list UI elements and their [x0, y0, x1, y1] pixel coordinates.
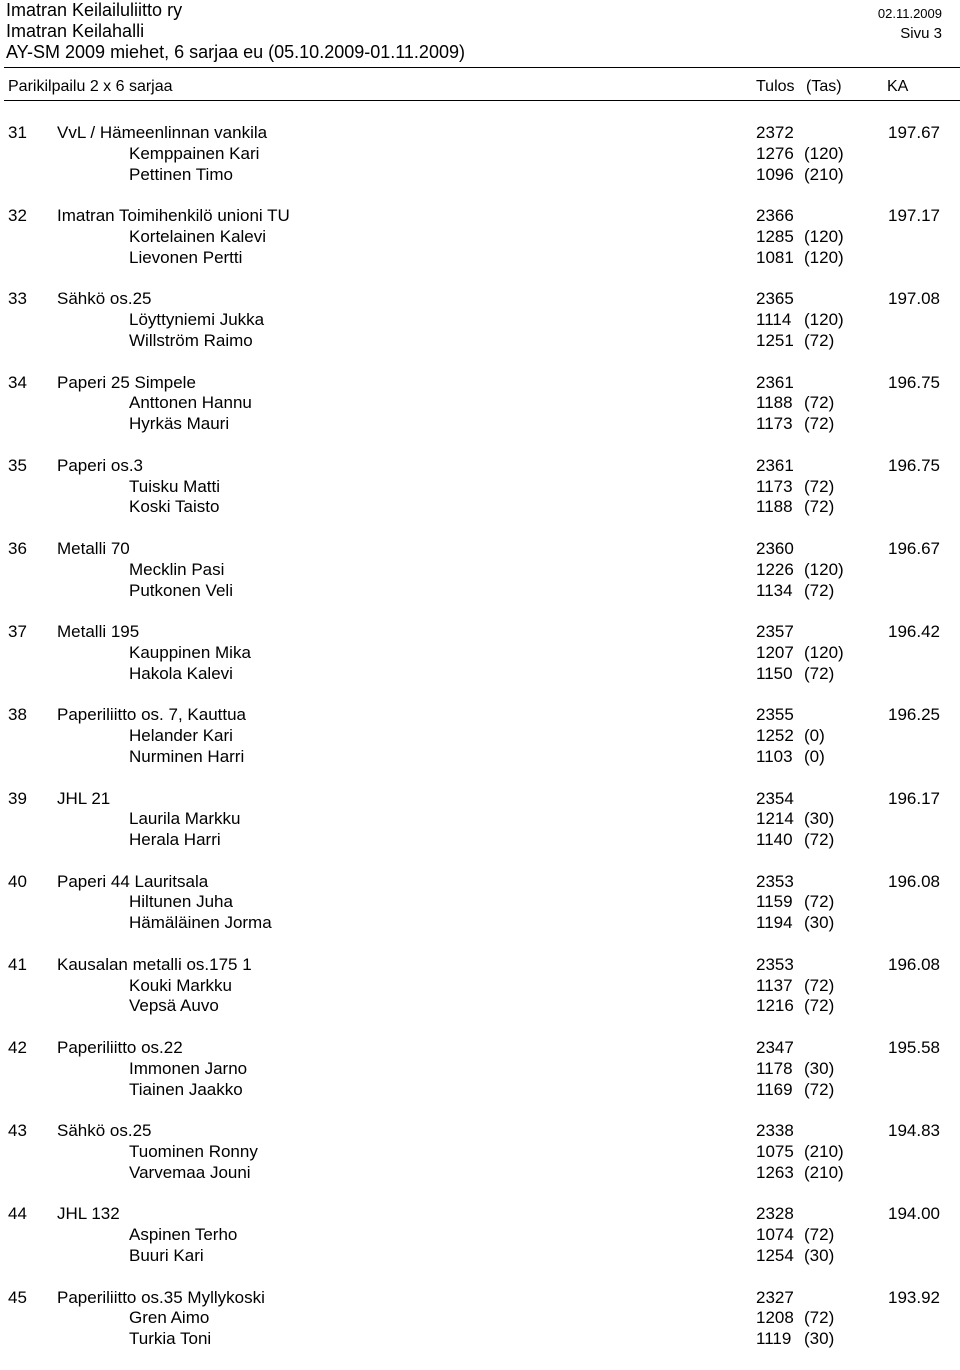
rank: 45 — [8, 1287, 27, 1307]
player-score: 1188 — [756, 393, 793, 413]
player-score: 1137 — [756, 975, 793, 995]
team-row — [0, 122, 960, 143]
team-total: 2353 — [756, 954, 794, 974]
player-row — [0, 975, 960, 996]
player-games: (72) — [804, 1225, 835, 1245]
player-row — [0, 330, 960, 351]
player-games: (72) — [804, 892, 835, 912]
team-name: Paperi 44 Lauritsala — [57, 871, 209, 891]
player-games: (120) — [804, 226, 844, 246]
team-total: 2361 — [756, 372, 794, 392]
player-row — [0, 559, 960, 580]
team-total: 2357 — [756, 622, 794, 642]
results-list — [0, 122, 960, 1370]
player-games: (120) — [804, 559, 844, 579]
player-row — [0, 1058, 960, 1079]
player-games: (210) — [804, 1162, 844, 1182]
player-name: Laurila Markku — [129, 809, 241, 829]
player-name: Aspinen Terho — [129, 1225, 238, 1245]
team-total: 2366 — [756, 206, 794, 226]
player-games: (72) — [804, 393, 835, 413]
player-games: (72) — [804, 497, 835, 517]
pair-group — [0, 288, 960, 371]
player-games: (210) — [804, 1142, 844, 1162]
event-title: AY-SM 2009 miehet, 6 sarjaa eu (05.10.2009-01.11.2009) — [6, 42, 465, 62]
venue-name: Imatran Keilahalli — [6, 21, 145, 41]
player-games: (72) — [804, 330, 835, 350]
player-name: Varvemaa Jouni — [129, 1162, 251, 1182]
team-row — [0, 704, 960, 725]
team-average: 196.25 — [888, 705, 940, 725]
player-score: 1081 — [756, 247, 794, 267]
team-name: Metalli 195 — [57, 622, 140, 642]
player-name: Mecklin Pasi — [129, 559, 225, 579]
player-name: Pettinen Timo — [129, 164, 233, 184]
pair-group — [0, 871, 960, 954]
player-games: (72) — [804, 663, 835, 683]
player-games: (30) — [804, 1058, 835, 1078]
team-total: 2328 — [756, 1204, 794, 1224]
header-line-3 — [6, 42, 942, 63]
column-header-divider — [4, 100, 960, 101]
player-name: Koski Taisto — [129, 497, 220, 517]
team-row — [0, 288, 960, 309]
player-games: (120) — [804, 310, 844, 330]
team-average: 196.75 — [888, 372, 940, 392]
result-column-label: Tulos — [756, 78, 795, 95]
team-total: 2327 — [756, 1287, 794, 1307]
player-row — [0, 1162, 960, 1183]
player-games: (72) — [804, 414, 835, 434]
player-games: (72) — [804, 1079, 835, 1099]
rank: 31 — [8, 123, 27, 142]
player-row — [0, 309, 960, 330]
rank: 40 — [8, 871, 27, 891]
rank: 44 — [8, 1204, 27, 1224]
player-games: (120) — [804, 642, 844, 662]
team-average: 196.08 — [888, 954, 940, 974]
player-games: (72) — [804, 1308, 835, 1328]
player-row — [0, 1141, 960, 1162]
player-games: (120) — [804, 247, 844, 267]
player-name: Gren Aimo — [129, 1308, 210, 1328]
player-name: Kortelainen Kalevi — [129, 226, 267, 246]
player-row — [0, 164, 960, 185]
rank: 37 — [8, 622, 27, 642]
pair-group — [0, 538, 960, 621]
player-score: 1251 — [756, 330, 794, 350]
column-header — [0, 76, 960, 97]
team-name: JHL 21 — [57, 788, 111, 808]
team-name: Paperi 25 Simpele — [57, 372, 196, 392]
player-name: Willström Raimo — [129, 330, 253, 350]
player-score: 1178 — [756, 1058, 793, 1078]
player-row — [0, 1245, 960, 1266]
header-divider — [4, 67, 960, 68]
player-name: Hakola Kalevi — [129, 663, 233, 683]
player-row — [0, 476, 960, 497]
player-games: (30) — [804, 1246, 835, 1266]
player-name: Hiltunen Juha — [129, 892, 233, 912]
team-average: 194.00 — [888, 1204, 940, 1224]
player-name: Löyttyniemi Jukka — [129, 310, 265, 330]
player-games: (120) — [804, 143, 844, 163]
player-score: 1173 — [756, 414, 793, 434]
team-row — [0, 1203, 960, 1224]
player-name: Putkonen Veli — [129, 580, 233, 600]
player-row — [0, 1328, 960, 1349]
team-row — [0, 1037, 960, 1058]
team-name: VvL / Hämeenlinnan vankila — [57, 123, 268, 142]
player-row — [0, 829, 960, 850]
team-row — [0, 788, 960, 809]
player-name: Anttonen Hannu — [129, 393, 252, 413]
player-name: Hämäläinen Jorma — [129, 913, 272, 933]
player-row — [0, 143, 960, 164]
player-score: 1285 — [756, 226, 794, 246]
team-average: 196.17 — [888, 788, 940, 808]
player-name: Tuominen Ronny — [129, 1142, 258, 1162]
player-games: (30) — [804, 809, 835, 829]
player-games: (210) — [804, 164, 844, 184]
player-name: Buuri Kari — [129, 1246, 204, 1266]
player-score: 1103 — [756, 746, 793, 766]
rank: 35 — [8, 455, 27, 475]
player-score: 1169 — [756, 1079, 793, 1099]
team-name: Sähkö os.25 — [57, 289, 152, 309]
team-average: 194.83 — [888, 1121, 940, 1141]
pair-group — [0, 1287, 960, 1370]
player-games: (72) — [804, 476, 835, 496]
team-row — [0, 205, 960, 226]
team-total: 2355 — [756, 705, 794, 725]
player-score: 1194 — [756, 913, 793, 933]
player-name: Kauppinen Mika — [129, 642, 251, 662]
player-row — [0, 746, 960, 767]
rank: 32 — [8, 206, 27, 226]
player-score: 1096 — [756, 164, 794, 184]
player-score: 1208 — [756, 1308, 794, 1328]
player-score: 1226 — [756, 559, 794, 579]
player-row — [0, 1224, 960, 1245]
games-column-label: (Tas) — [806, 78, 842, 95]
team-name: Metalli 70 — [57, 538, 130, 558]
player-row — [0, 642, 960, 663]
player-games: (0) — [804, 746, 825, 766]
competition-label: Parikilpailu 2 x 6 sarjaa — [8, 78, 173, 95]
rank: 39 — [8, 788, 27, 808]
player-row — [0, 808, 960, 829]
player-row — [0, 226, 960, 247]
rank: 42 — [8, 1038, 27, 1058]
rank: 36 — [8, 538, 27, 558]
player-games: (0) — [804, 726, 825, 746]
average-column-label: KA — [887, 78, 909, 95]
player-score: 1252 — [756, 726, 794, 746]
team-row — [0, 871, 960, 892]
team-row — [0, 455, 960, 476]
player-score: 1254 — [756, 1246, 794, 1266]
rank: 34 — [8, 372, 27, 392]
player-score: 1188 — [756, 497, 793, 517]
pair-group — [0, 1037, 960, 1120]
header-line-1 — [6, 0, 942, 21]
team-name: Paperiliitto os.35 Myllykoski — [57, 1287, 265, 1307]
player-score: 1216 — [756, 996, 794, 1016]
player-row — [0, 891, 960, 912]
player-name: Helander Kari — [129, 726, 233, 746]
player-score: 1150 — [756, 663, 793, 683]
print-date: 02.11.2009 — [877, 6, 942, 21]
player-score: 1276 — [756, 143, 794, 163]
team-total: 2353 — [756, 871, 794, 891]
player-row — [0, 580, 960, 601]
team-average: 193.92 — [888, 1287, 940, 1307]
pair-group — [0, 372, 960, 455]
team-name: Paperi os.3 — [57, 455, 143, 475]
team-row — [0, 1120, 960, 1141]
player-score: 1134 — [756, 580, 793, 600]
player-score: 1140 — [756, 830, 793, 850]
player-score: 1173 — [756, 476, 793, 496]
player-row — [0, 1079, 960, 1100]
player-row — [0, 912, 960, 933]
pair-group — [0, 788, 960, 871]
team-row — [0, 1287, 960, 1308]
team-row — [0, 538, 960, 559]
player-score: 1214 — [756, 809, 794, 829]
team-average: 196.08 — [888, 871, 940, 891]
player-games: (30) — [804, 913, 835, 933]
player-score: 1263 — [756, 1162, 794, 1182]
team-average: 197.08 — [888, 289, 940, 309]
player-name: Tuisku Matti — [129, 476, 221, 496]
player-score: 1119 — [756, 1329, 792, 1349]
team-name: Paperiliitto os.22 — [57, 1038, 183, 1058]
pair-group — [0, 122, 960, 205]
header-line-2 — [6, 21, 942, 42]
organization-name: Imatran Keilailuliitto ry — [6, 0, 183, 20]
team-name: Kausalan metalli os.175 1 — [57, 954, 252, 974]
player-games: (72) — [804, 580, 835, 600]
player-score: 1159 — [756, 892, 793, 912]
pair-group — [0, 1203, 960, 1286]
player-name: Tiainen Jaakko — [129, 1079, 243, 1099]
team-average: 195.58 — [888, 1038, 940, 1058]
player-name: Kemppainen Kari — [129, 143, 260, 163]
team-name: Paperiliitto os. 7, Kauttua — [57, 705, 247, 725]
pair-group — [0, 621, 960, 704]
player-row — [0, 392, 960, 413]
team-total: 2360 — [756, 538, 794, 558]
player-row — [0, 413, 960, 434]
player-games: (72) — [804, 996, 835, 1016]
pair-group — [0, 205, 960, 288]
pair-group — [0, 1120, 960, 1203]
player-row — [0, 247, 960, 268]
team-total: 2354 — [756, 788, 794, 808]
team-total: 2338 — [756, 1121, 794, 1141]
team-average: 196.42 — [888, 622, 940, 642]
team-total: 2372 — [756, 123, 794, 142]
player-row — [0, 995, 960, 1016]
player-name: Vepsä Auvo — [129, 996, 219, 1016]
player-score: 1114 — [756, 310, 792, 330]
team-average: 196.67 — [888, 538, 940, 558]
player-games: (72) — [804, 975, 835, 995]
player-name: Hyrkäs Mauri — [129, 414, 230, 434]
player-games: (72) — [804, 830, 835, 850]
team-row — [0, 954, 960, 975]
player-name: Immonen Jarno — [129, 1058, 248, 1078]
page-header — [6, 0, 942, 63]
page-number: Sivu 3 — [900, 25, 942, 42]
team-total: 2347 — [756, 1038, 794, 1058]
player-name: Herala Harri — [129, 830, 221, 850]
rank: 38 — [8, 705, 27, 725]
team-total: 2361 — [756, 455, 794, 475]
pair-group — [0, 704, 960, 787]
player-row — [0, 1307, 960, 1328]
rank: 33 — [8, 289, 27, 309]
player-name: Kouki Markku — [129, 975, 232, 995]
team-average: 197.17 — [888, 206, 940, 226]
player-row — [0, 663, 960, 684]
player-name: Nurminen Harri — [129, 746, 245, 766]
player-score: 1074 — [756, 1225, 794, 1245]
player-row — [0, 725, 960, 746]
team-average: 197.67 — [888, 123, 940, 142]
player-row — [0, 496, 960, 517]
pair-group — [0, 954, 960, 1037]
team-name: JHL 132 — [57, 1204, 120, 1224]
team-total: 2365 — [756, 289, 794, 309]
rank: 43 — [8, 1121, 27, 1141]
player-games: (30) — [804, 1329, 835, 1349]
player-name: Turkia Toni — [129, 1329, 212, 1349]
player-score: 1207 — [756, 642, 794, 662]
player-name: Lievonen Pertti — [129, 247, 243, 267]
team-name: Imatran Toimihenkilö unioni TU — [57, 206, 290, 226]
pair-group — [0, 455, 960, 538]
team-name: Sähkö os.25 — [57, 1121, 152, 1141]
rank: 41 — [8, 954, 27, 974]
player-score: 1075 — [756, 1142, 794, 1162]
team-row — [0, 621, 960, 642]
team-average: 196.75 — [888, 455, 940, 475]
team-row — [0, 372, 960, 393]
